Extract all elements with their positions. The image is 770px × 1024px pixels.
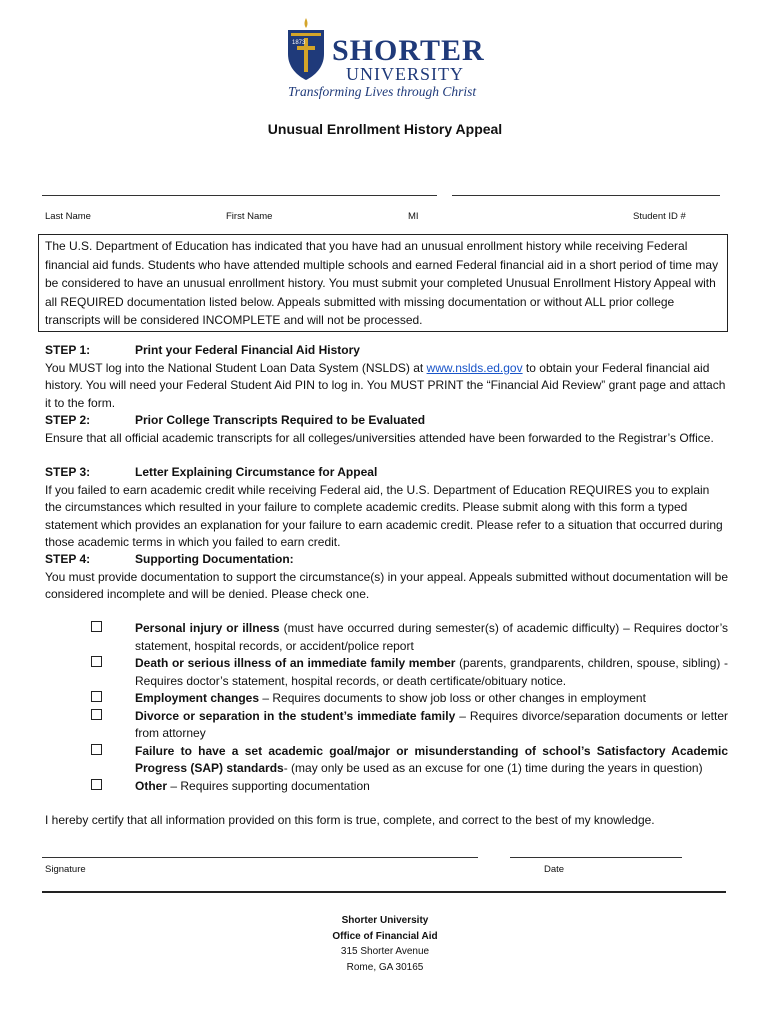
- option-detail: (parents, grandparents, children, spouse, sibling) - Requires doctor’s statement, hospital records, or death certificate/obituary notice.: [135, 656, 728, 688]
- step-text: You must provide documentation to support the circumstance(s) in your appeal. Appeals submitted without documentation will be considered incomplete and will be denied. Please check one.: [45, 569, 728, 601]
- step-title: Print your Federal Financial Aid History: [135, 343, 360, 357]
- option-detail: – Requires supporting documentation: [167, 778, 370, 793]
- checkbox[interactable]: [91, 709, 102, 720]
- page-title: Unusual Enrollment History Appeal: [267, 121, 503, 137]
- option-item: [45, 655, 728, 690]
- option-item: [45, 620, 728, 655]
- step-4: [45, 551, 728, 604]
- option-detail: – Requires divorce/separation documents or letter from attorney: [135, 708, 728, 740]
- option-item: [45, 778, 728, 796]
- brand-tagline: Transforming Lives through Christ: [288, 84, 477, 99]
- step-text: If you failed to earn academic credit while receiving Federal aid, the U.S. Department of Education REQUIRES you to explain the circumstances which resulted in your failure to complete academic credits. Please submit along with this form a typed statement which provides an explanation for your failure to earn academic credit. Please refer to a situation that occurred during those academic terms in which you failed to earn credit.: [45, 482, 723, 549]
- option-label: Death or serious illness of an immediate family member: [135, 656, 456, 670]
- footer-street: 315 Shorter Avenue: [340, 946, 430, 957]
- name-line[interactable]: [42, 195, 437, 196]
- intro-text: The U.S. Department of Education has indicated that you have had an unusual enrollment history while receiving Federal financial aid funds. Students who have attended multiple schools and earned Federal financial aid in a short period of time may be considered to have an unusual enrollment history. You must submit your completed Unusual Enrollment History Appeal with all REQUIRED documentation listed below. Appeals submitted with missing documentation or without ALL prior college transcripts will be considered INCOMPLETE and will not be processed.: [45, 239, 719, 327]
- footer-org: Shorter University: [341, 915, 429, 926]
- step-title: Supporting Documentation:: [135, 552, 294, 566]
- option-item: [45, 743, 728, 778]
- last-name-label: Last Name: [45, 211, 91, 222]
- footer-city: Rome, GA 30165: [346, 961, 424, 973]
- checkbox[interactable]: [91, 744, 102, 755]
- documentation-options: [45, 620, 728, 795]
- date-label: Date: [544, 864, 565, 875]
- step-number: STEP 3:: [45, 465, 91, 479]
- option-item: [45, 708, 728, 743]
- shield-icon: [286, 18, 326, 82]
- option-label: Personal injury or illness: [135, 621, 280, 635]
- checkbox[interactable]: [91, 621, 102, 632]
- seal-year: 1873: [292, 40, 306, 46]
- date-line[interactable]: [510, 857, 682, 858]
- option-label: Other: [135, 778, 168, 793]
- footer-divider: [42, 891, 726, 893]
- option-detail: (must have occurred during semester(s) of academic difficulty) – Requires doctor’s statement, hospital records, or accident/police report: [135, 621, 729, 653]
- step-2: [45, 412, 728, 447]
- checkbox[interactable]: [91, 656, 102, 667]
- option-detail: - (may only be used as an excuse for one (1) time during the years in question): [283, 761, 703, 775]
- intro-box: [38, 234, 728, 332]
- nslds-link[interactable]: www.nslds.ed.gov: [426, 360, 523, 375]
- step-3: [45, 464, 728, 552]
- checkbox[interactable]: [91, 779, 102, 790]
- brand-name: SHORTER: [332, 34, 485, 67]
- option-label: Divorce or separation in the student’s immediate family: [135, 708, 456, 723]
- step-number: STEP 4:: [45, 552, 91, 566]
- step-1: [45, 342, 728, 412]
- option-detail: – Requires documents to show job loss or other changes in employment: [259, 691, 646, 705]
- certification-text: I hereby certify that all information provided on this form is true, complete, and correct to the best of my knowledge.: [45, 813, 655, 827]
- step-number: STEP 1:: [45, 343, 91, 357]
- signature-line[interactable]: [42, 857, 478, 858]
- step-title: Letter Explaining Circumstance for Appeal: [135, 465, 378, 479]
- signature-label: Signature: [45, 864, 86, 875]
- option-label: Employment changes: [135, 691, 260, 705]
- university-logo: [284, 14, 494, 106]
- student-id-line[interactable]: [452, 195, 720, 196]
- brand-sub: UNIVERSITY: [346, 64, 464, 84]
- step-text: You MUST log into the National Student Loan Data System (NSLDS) at: [45, 360, 427, 375]
- step-title: Prior College Transcripts Required to be Evaluated: [135, 413, 426, 427]
- footer-office: Office of Financial Aid: [332, 930, 438, 942]
- step-number: STEP 2:: [45, 413, 91, 427]
- student-id-label: Student ID #: [633, 211, 686, 222]
- checkbox[interactable]: [91, 691, 102, 702]
- step-text: Ensure that all official academic transcripts for all colleges/universities attended have been forwarded to the Registrar’s Office.: [45, 430, 714, 445]
- footer-address: [0, 913, 770, 975]
- step-text: to obtain your Federal financial aid history. You will need your Federal Student Aid PIN to log in. You MUST PRINT the “Financial Aid Review” grant page and attach it to the form.: [45, 360, 726, 410]
- first-name-label: First Name: [226, 211, 273, 222]
- mi-label: MI: [408, 211, 419, 222]
- option-item: [45, 690, 728, 708]
- option-label: Failure to have a set academic goal/major or misunderstanding of school’s Satisfactory Academic Progress (SAP) standards: [135, 743, 728, 775]
